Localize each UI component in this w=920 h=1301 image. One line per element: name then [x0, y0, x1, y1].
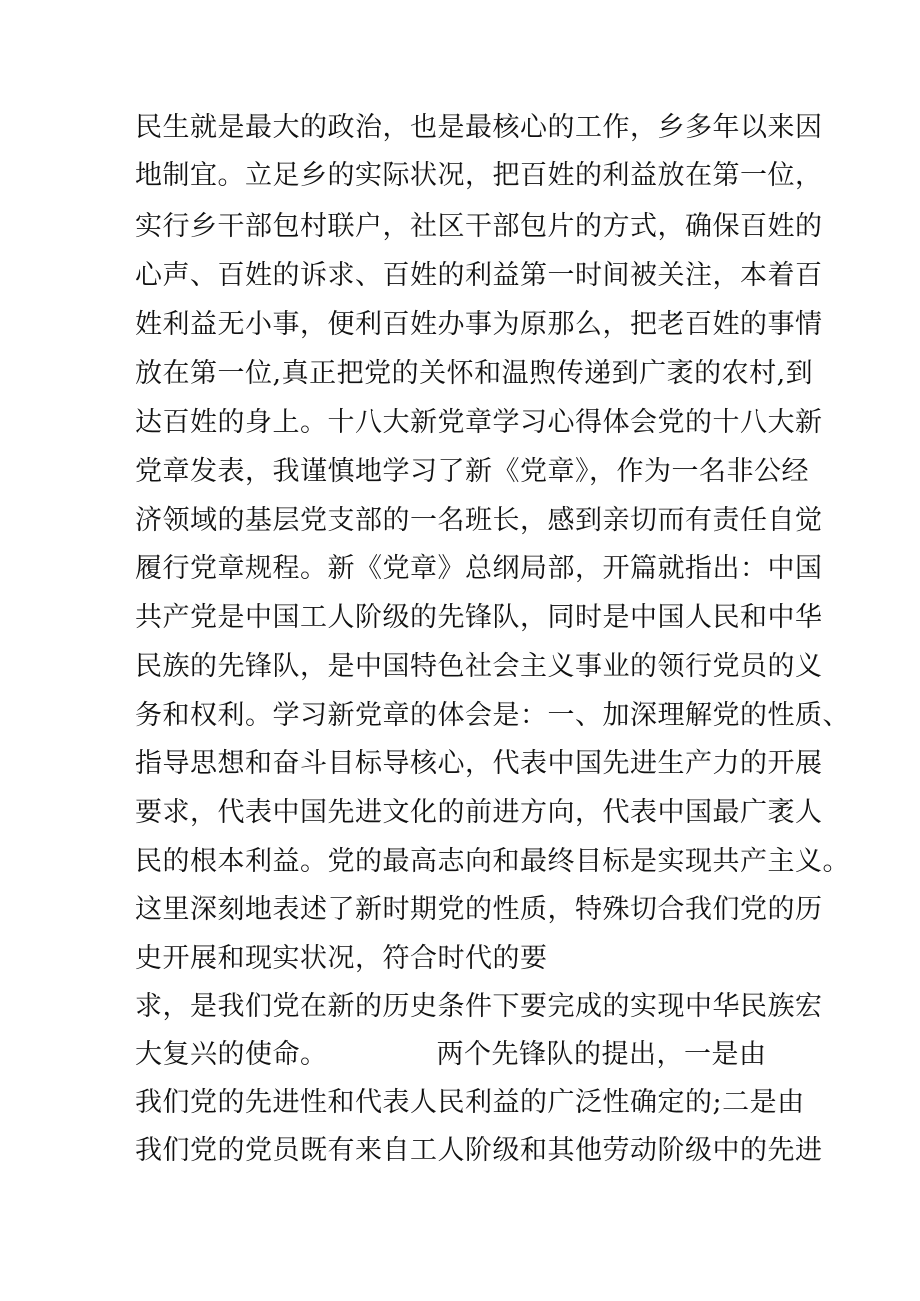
paragraph-line: 务和权利。学习新党章的体会是：一、加深理解党的性质、 — [135, 700, 850, 731]
paragraph-line: 指导思想和奋斗目标导核心，代表中国先进生产力的开展 — [135, 748, 823, 779]
paragraph-line: 史开展和现实状况，符合时代的要 — [135, 943, 548, 974]
paragraph-line: 我们党的先进性和代表人民利益的广泛性确定的;二是由 — [135, 1087, 805, 1118]
paragraph-line: 放在第一位,真正把党的关怀和温煦传递到广袤的农村,到 — [135, 358, 814, 389]
paragraph-line: 这里深刻地表述了新时期党的性质，特殊切合我们党的历 — [135, 894, 823, 925]
paragraph-line: 民族的先锋队，是中国特色社会主义事业的领行党员的义 — [135, 651, 823, 682]
paragraph-line: 实行乡干部包村联户，社区干部包片的方式，确保百姓的 — [135, 211, 823, 242]
paragraph-line: 心声、百姓的诉求、百姓的利益第一时间被关注，本着百 — [135, 260, 823, 291]
paragraph-line: 达百姓的身上。十八大新党章学习心得体会党的十八大新 — [135, 407, 823, 438]
paragraph-line: 姓利益无小事，便利百姓办事为原那么，把老百姓的事情 — [135, 309, 823, 340]
paragraph-line: 大复兴的使命。 两个先锋队的提出，一是由 — [135, 1039, 767, 1070]
paragraph-line: 求，是我们党在新的历史条件下要完成的实现中华民族宏 — [135, 991, 823, 1022]
paragraph-line: 民的根本利益。党的最高志向和最终目标是实现共产主义。 — [135, 846, 850, 877]
paragraph-line: 党章发表，我谨慎地学习了新《党章》，作为一名非公经 — [135, 456, 809, 487]
paragraph-line: 民生就是最大的政治，也是最核心的工作，乡多年以来因 — [135, 112, 823, 143]
paragraph-line: 我们党的党员既有来自工人阶级和其他劳动阶级中的先进 — [135, 1135, 823, 1166]
paragraph-line: 地制宜。立足乡的实际状况，把百姓的利益放在第一位， — [135, 160, 823, 191]
paragraph-line: 共产党是中国工人阶级的先锋队，同时是中国人民和中华 — [135, 602, 823, 633]
paragraph-line: 济领域的基层党支部的一名班长，感到亲切而有责任自觉 — [135, 505, 823, 536]
paragraph-line: 要求，代表中国先进文化的前进方向，代表中国最广袤人 — [135, 797, 823, 828]
paragraph-line: 履行党章规程。新《党章》总纲局部，开篇就指出：中国 — [135, 553, 823, 584]
